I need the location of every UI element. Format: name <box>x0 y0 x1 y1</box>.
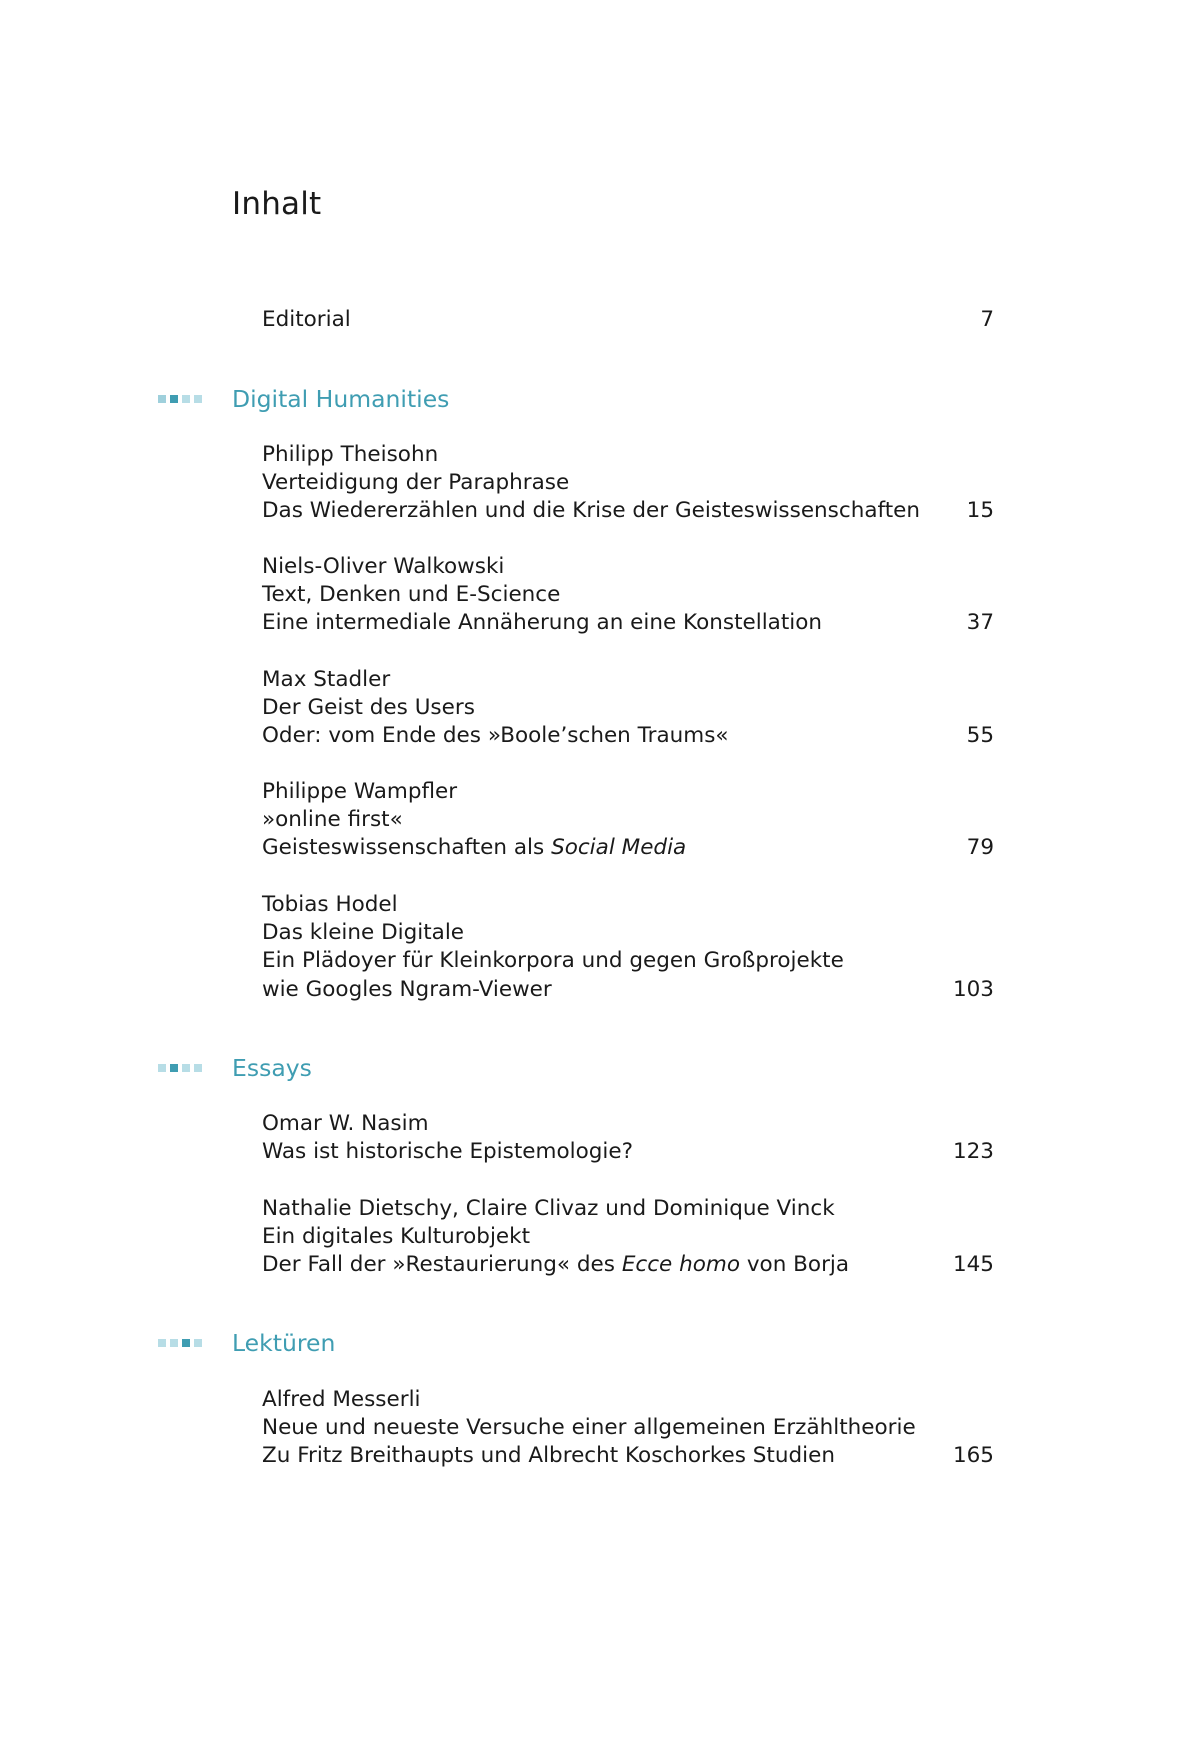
entry-author: Max Stadler <box>262 667 391 692</box>
entry-author: Philipp Theisohn <box>262 442 439 467</box>
entry-title: Verteidigung der Paraphrase <box>262 470 570 496</box>
page-number: 37 <box>966 610 994 636</box>
section-label: Digital Humanities <box>232 385 450 413</box>
section-marker-icon <box>158 1339 208 1347</box>
page-number: 145 <box>952 1252 994 1278</box>
toc-entry[interactable] <box>262 666 994 751</box>
toc-entry[interactable] <box>262 441 994 526</box>
entry-subtitle: Der Fall der »Restaurierung« des Ecce homo von Borja 145 <box>262 1251 994 1279</box>
entry-title: Text, Denken und E-Science <box>262 582 561 608</box>
toc-entry[interactable] <box>262 1110 994 1166</box>
entry-author: Niels-Oliver Walkowski <box>262 554 505 579</box>
entry-subtitle: Das Wiedererzählen und die Krise der Geisteswissenschaften 15 <box>262 497 994 525</box>
entry-subtitle: Oder: vom Ende des »Boole’schen Traums« 55 <box>262 722 994 750</box>
entry-author: Nathalie Dietschy, Claire Clivaz und Dominique Vinck <box>262 1196 835 1221</box>
entry-title: Ein digitales Kulturobjekt <box>262 1224 531 1250</box>
entry-author: Alfred Messerli <box>262 1387 421 1412</box>
page-number: 103 <box>952 976 994 1002</box>
page-number: 55 <box>966 723 994 749</box>
entry-title: Das kleine Digitale <box>262 920 465 946</box>
entry-author: Omar W. Nasim <box>262 1111 429 1136</box>
entry-subtitle: wie Googles Ngram-Viewer 103 <box>262 976 994 1004</box>
toc-entry[interactable] <box>262 553 994 638</box>
section-marker-icon <box>158 1064 208 1072</box>
entry-author: Tobias Hodel <box>262 892 398 917</box>
entry-title: Editorial 7 <box>262 306 994 334</box>
entry-title: Neue und neueste Versuche einer allgemeinen Erzähltheorie <box>262 1415 916 1441</box>
page-number: 7 <box>980 307 994 332</box>
page-number: 123 <box>952 1139 994 1165</box>
entry-author: Philippe Wampfler <box>262 779 458 804</box>
entry-title: Der Geist des Users <box>262 695 475 721</box>
entry-subtitle: Zu Fritz Breithaupts und Albrecht Koschorkes Studien 165 <box>262 1442 994 1470</box>
page-number: 165 <box>952 1443 994 1469</box>
toc-entry[interactable] <box>262 1386 994 1471</box>
entry-title: »online first« <box>262 807 403 833</box>
toc-entry[interactable] <box>262 1195 994 1280</box>
page-number: 79 <box>966 835 994 861</box>
page-number: 15 <box>966 498 994 524</box>
toc-entry[interactable] <box>262 891 994 1004</box>
page-title: Inhalt <box>232 186 322 222</box>
entry-subtitle: Ein Plädoyer für Kleinkorpora und gegen Großprojekte <box>262 948 844 974</box>
section-label: Essays <box>232 1054 312 1082</box>
section-label: Lektüren <box>232 1329 336 1357</box>
toc-entry[interactable] <box>262 778 994 863</box>
section-marker-icon <box>158 395 208 403</box>
toc-entry-editorial[interactable] <box>262 306 994 334</box>
entry-subtitle: Geisteswissenschaften als Social Media 79 <box>262 834 994 862</box>
entry-title: Was ist historische Epistemologie? 123 <box>262 1138 994 1166</box>
entry-subtitle: Eine intermediale Annäherung an eine Konstellation 37 <box>262 609 994 637</box>
